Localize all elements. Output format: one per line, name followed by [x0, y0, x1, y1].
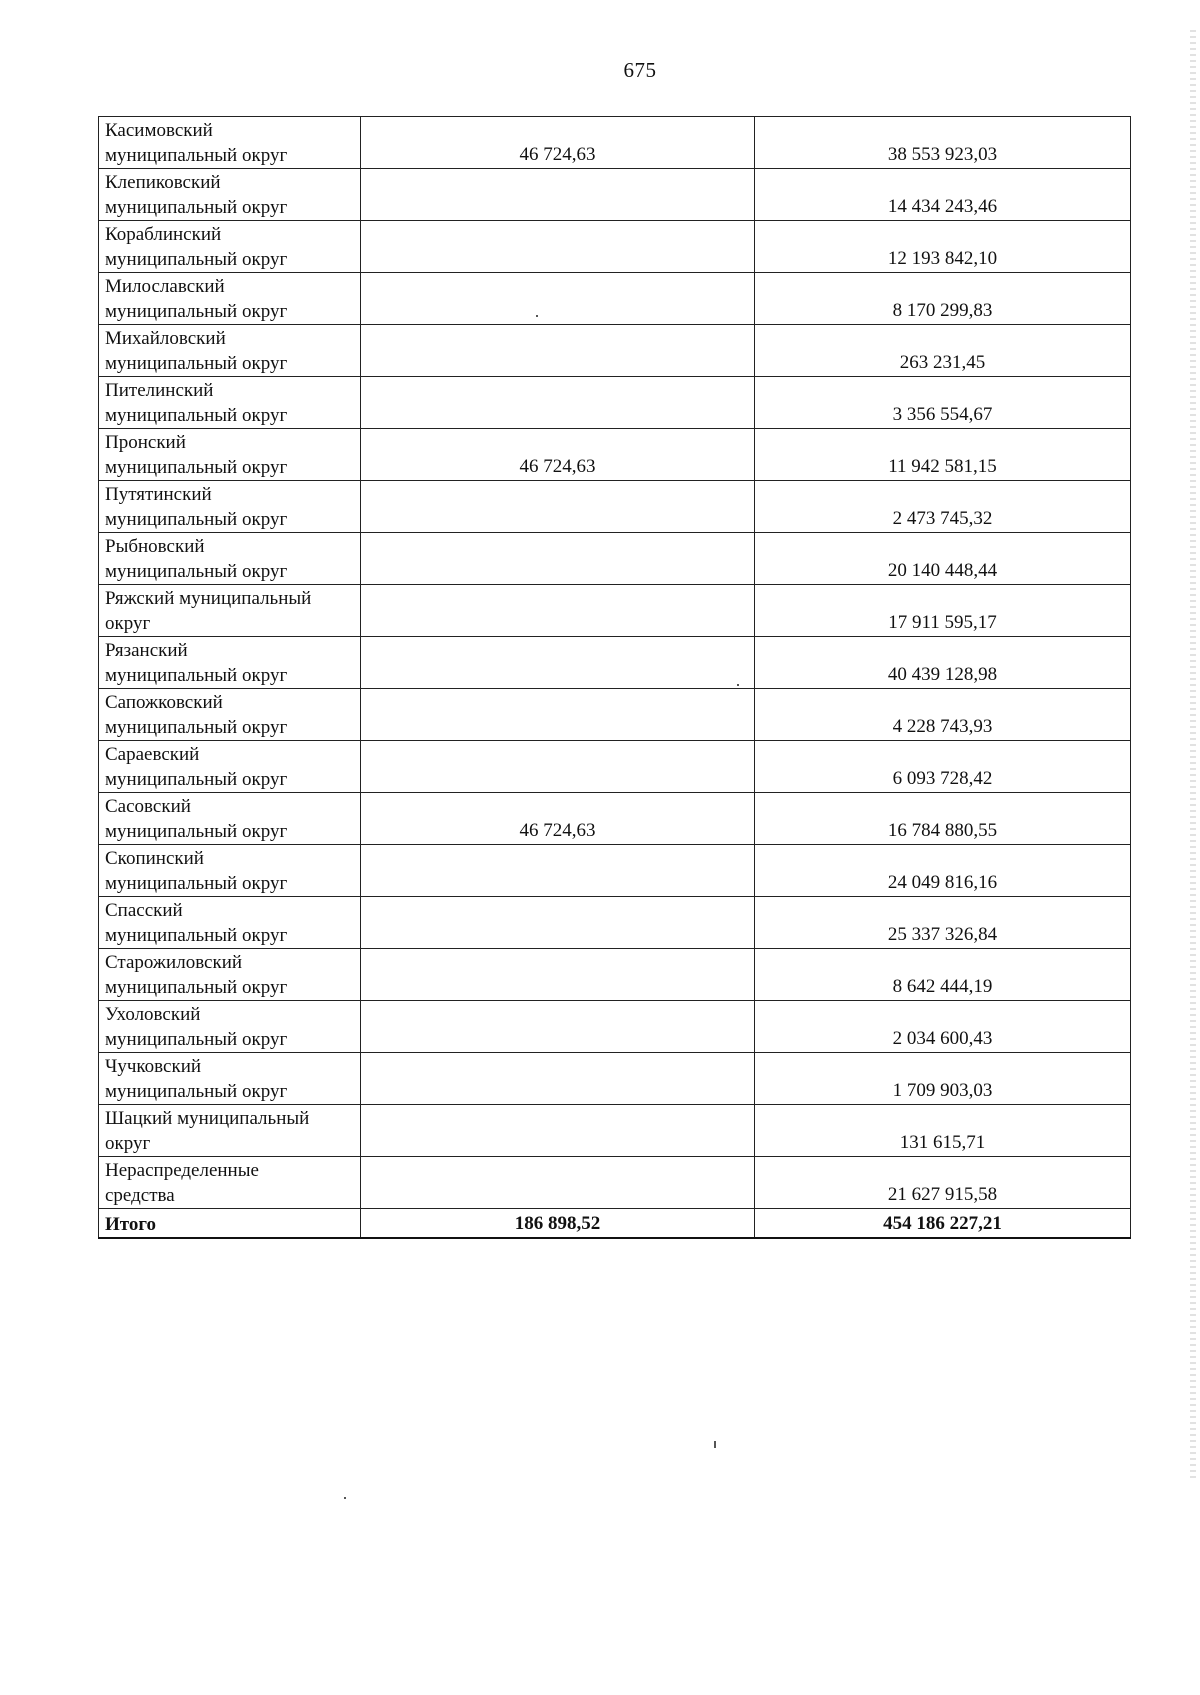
- table-row: [99, 793, 1131, 845]
- total-label: Итого: [99, 1209, 361, 1239]
- amount-col2-cell: [361, 325, 755, 377]
- district-name-line2: муниципальный округ: [105, 821, 288, 842]
- district-name-cell: [99, 221, 361, 273]
- district-name-cell: [99, 637, 361, 689]
- district-name-line2: муниципальный округ: [105, 509, 288, 530]
- table-row: [99, 1001, 1131, 1053]
- amount-col3-cell: 24 049 816,16: [755, 845, 1131, 897]
- district-name-line1: Чучковский: [105, 1056, 202, 1077]
- district-name-line1: Ряжский муниципальный: [105, 588, 312, 609]
- table-row: [99, 1053, 1131, 1105]
- district-name-line2: муниципальный округ: [105, 873, 288, 894]
- district-name-line2: округ: [105, 613, 151, 634]
- table-row: [99, 169, 1131, 221]
- scan-speck: [344, 1497, 346, 1499]
- district-name-cell: [99, 585, 361, 637]
- amount-col2-cell: [361, 273, 755, 325]
- amount-col3-cell: 2 034 600,43: [755, 1001, 1131, 1053]
- district-name-line2: муниципальный округ: [105, 457, 288, 478]
- amount-col2-cell: [361, 637, 755, 689]
- district-name-line2: муниципальный округ: [105, 925, 288, 946]
- allocation-table: [98, 116, 1130, 1239]
- amount-col2-cell: [361, 481, 755, 533]
- amount-col3-cell: 17 911 595,17: [755, 585, 1131, 637]
- amount-col2-cell: [361, 169, 755, 221]
- district-name-cell: [99, 689, 361, 741]
- amount-col3-cell: 12 193 842,10: [755, 221, 1131, 273]
- district-name-line1: Скопинский: [105, 848, 204, 869]
- district-name-cell: [99, 169, 361, 221]
- district-name-cell: [99, 481, 361, 533]
- amount-col3-cell: 8 170 299,83: [755, 273, 1131, 325]
- district-name-line2: муниципальный округ: [105, 717, 288, 738]
- amount-col2-cell: [361, 845, 755, 897]
- district-name-line1: Кораблинский: [105, 224, 222, 245]
- table-row: [99, 533, 1131, 585]
- table-row: [99, 845, 1131, 897]
- amount-col3-cell: 16 784 880,55: [755, 793, 1131, 845]
- scan-speck: [536, 315, 538, 317]
- district-name-line1: Клепиковский: [105, 172, 221, 193]
- district-name-line1: Пителинский: [105, 380, 214, 401]
- amount-col3-cell: 2 473 745,32: [755, 481, 1131, 533]
- district-name-line2: муниципальный округ: [105, 1081, 288, 1102]
- district-name-line2: муниципальный округ: [105, 145, 288, 166]
- amount-col2-cell: [361, 533, 755, 585]
- amount-col2-cell: [361, 1053, 755, 1105]
- district-name-line1: Касимовский: [105, 120, 213, 141]
- district-name-cell: [99, 1105, 361, 1157]
- amount-col2-cell: [361, 1001, 755, 1053]
- district-name-line1: Пронский: [105, 432, 186, 453]
- amount-col2-cell: [361, 585, 755, 637]
- table-row: [99, 741, 1131, 793]
- district-name-cell: [99, 377, 361, 429]
- district-name-cell: [99, 117, 361, 169]
- district-name-line1: Милославский: [105, 276, 225, 297]
- district-name-line2: муниципальный округ: [105, 769, 288, 790]
- table-row: [99, 1157, 1131, 1209]
- amount-col3-cell: 25 337 326,84: [755, 897, 1131, 949]
- amount-col2-cell: [361, 1105, 755, 1157]
- table-row: [99, 273, 1131, 325]
- district-name-line1: Михайловский: [105, 328, 226, 349]
- amount-col2-cell: 46 724,63: [361, 429, 755, 481]
- amount-col3-cell: 1 709 903,03: [755, 1053, 1131, 1105]
- scan-speck: [714, 1441, 716, 1448]
- amount-col3-cell: 20 140 448,44: [755, 533, 1131, 585]
- district-name-line2: округ: [105, 1133, 151, 1154]
- district-name-cell: [99, 1157, 361, 1209]
- table-body: [99, 117, 1131, 1239]
- amount-col2-cell: [361, 377, 755, 429]
- district-name-line2: муниципальный округ: [105, 353, 288, 374]
- district-name-line1: Спасский: [105, 900, 183, 921]
- table-row: [99, 325, 1131, 377]
- district-name-cell: [99, 273, 361, 325]
- amount-col3-cell: 263 231,45: [755, 325, 1131, 377]
- district-name-line1: Ухоловский: [105, 1004, 201, 1025]
- district-name-cell: [99, 949, 361, 1001]
- amount-col2-cell: [361, 1157, 755, 1209]
- district-name-line2: муниципальный округ: [105, 197, 288, 218]
- district-name-line1: Рязанский: [105, 640, 188, 661]
- district-name-cell: [99, 793, 361, 845]
- amount-col3-cell: 14 434 243,46: [755, 169, 1131, 221]
- amount-col2-cell: [361, 949, 755, 1001]
- amount-col2-cell: [361, 221, 755, 273]
- table-row: [99, 117, 1131, 169]
- table-row: [99, 481, 1131, 533]
- district-name-line2: муниципальный округ: [105, 977, 288, 998]
- amount-col3-cell: 38 553 923,03: [755, 117, 1131, 169]
- amount-col2-cell: [361, 689, 755, 741]
- district-name-line2: муниципальный округ: [105, 249, 288, 270]
- district-name-cell: [99, 897, 361, 949]
- district-name-cell: [99, 1001, 361, 1053]
- district-name-cell: [99, 429, 361, 481]
- amount-col2-cell: [361, 897, 755, 949]
- table-row: [99, 689, 1131, 741]
- district-name-cell: [99, 845, 361, 897]
- total-col2: 186 898,52: [361, 1209, 755, 1239]
- district-name-line1: Нераспределенные: [105, 1160, 259, 1181]
- district-name-cell: [99, 741, 361, 793]
- district-name-cell: [99, 325, 361, 377]
- table-row: [99, 637, 1131, 689]
- district-name-line1: Сасовский: [105, 796, 191, 817]
- district-name-line1: Старожиловский: [105, 952, 243, 973]
- table-row: [99, 585, 1131, 637]
- district-name-line2: муниципальный округ: [105, 405, 288, 426]
- district-name-line2: муниципальный округ: [105, 665, 288, 686]
- district-name-line2: средства: [105, 1185, 175, 1206]
- table-row: [99, 949, 1131, 1001]
- district-name-line1: Рыбновский: [105, 536, 205, 557]
- district-name-line2: муниципальный округ: [105, 561, 288, 582]
- table-row: [99, 221, 1131, 273]
- district-name-line2: муниципальный округ: [105, 1029, 288, 1050]
- amount-col3-cell: 6 093 728,42: [755, 741, 1131, 793]
- amount-col3-cell: 131 615,71: [755, 1105, 1131, 1157]
- district-name-line2: муниципальный округ: [105, 301, 288, 322]
- page-number: 675: [623, 58, 657, 82]
- district-name-line1: Сапожковский: [105, 692, 223, 713]
- total-col3: 454 186 227,21: [755, 1209, 1131, 1239]
- table-row: [99, 377, 1131, 429]
- amount-col3-cell: 40 439 128,98: [755, 637, 1131, 689]
- amount-col3-cell: 8 642 444,19: [755, 949, 1131, 1001]
- amount-col3-cell: 21 627 915,58: [755, 1157, 1131, 1209]
- amount-col2-cell: [361, 741, 755, 793]
- amount-col2-cell: 46 724,63: [361, 793, 755, 845]
- scan-edge-artifact: [1190, 30, 1196, 1480]
- scan-speck: [737, 684, 739, 686]
- table-row: [99, 897, 1131, 949]
- district-name-line1: Сараевский: [105, 744, 200, 765]
- district-name-cell: [99, 533, 361, 585]
- amount-col3-cell: 4 228 743,93: [755, 689, 1131, 741]
- amount-col3-cell: 11 942 581,15: [755, 429, 1131, 481]
- district-name-line1: Путятинский: [105, 484, 212, 505]
- district-name-cell: [99, 1053, 361, 1105]
- table-row: [99, 1105, 1131, 1157]
- table-row: [99, 429, 1131, 481]
- total-row: [99, 1209, 1131, 1239]
- district-name-line1: Шацкий муниципальный: [105, 1108, 310, 1129]
- amount-col3-cell: 3 356 554,67: [755, 377, 1131, 429]
- amount-col2-cell: 46 724,63: [361, 117, 755, 169]
